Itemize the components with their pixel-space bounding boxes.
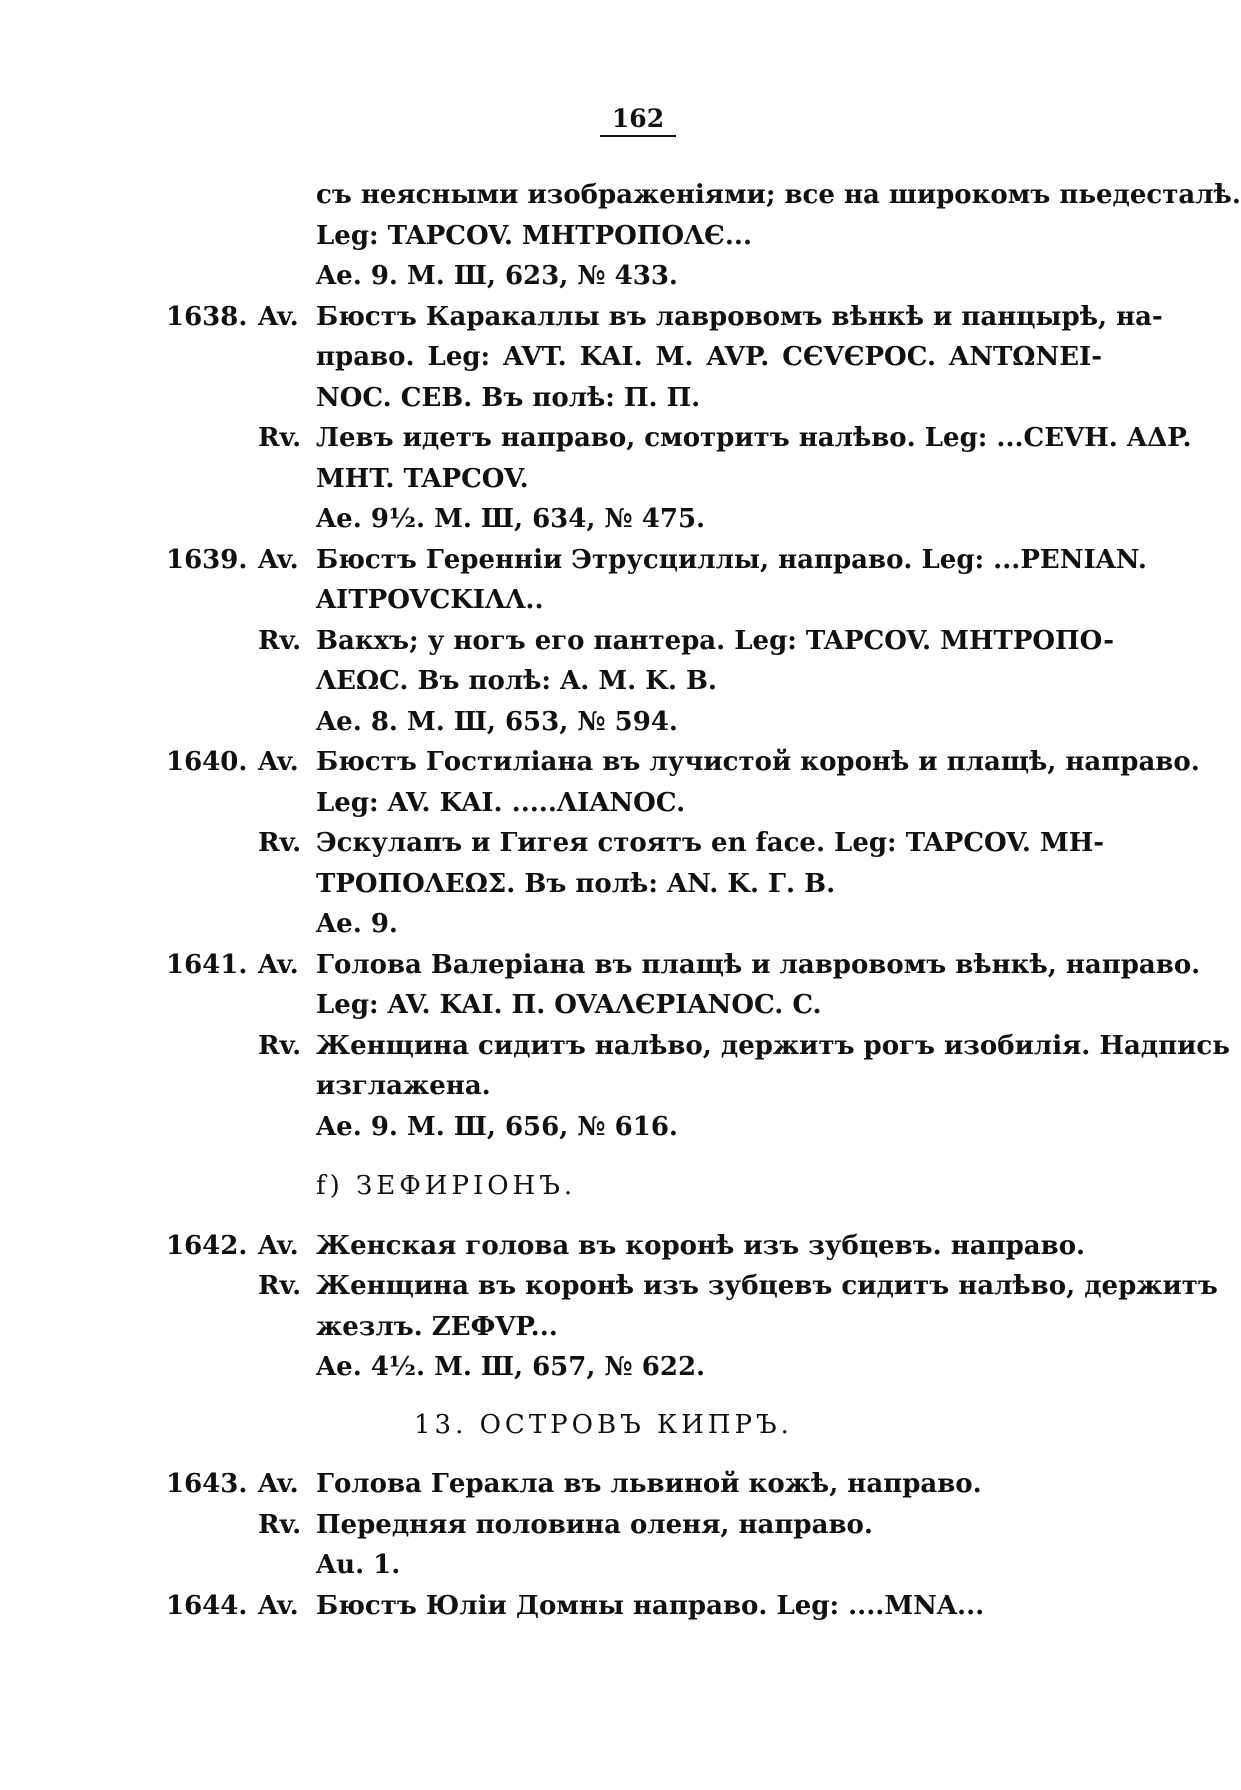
line-text: AITPOVCKIΛΛ.. (316, 585, 544, 615)
coin-side-label: Av. (258, 545, 299, 575)
line-text: жезлъ. ZEФVP... (316, 1312, 558, 1342)
coin-side-label: Av. (258, 747, 299, 777)
text-line (0, 543, 1147, 577)
line-text: Бюстъ Каракаллы въ лавровомъ вѣнкѣ и панцырѣ, на- (316, 302, 1163, 332)
line-text: Ae. 9. (316, 909, 398, 939)
entry-number: 1641. (166, 950, 248, 980)
line-text: Левъ идетъ направо, смотритъ налѣво. Leg: ...CEVH. AΔP. (316, 423, 1192, 453)
text-line (0, 300, 1163, 334)
line-text: Вакхъ; у ногъ его пантера. Leg: TAPCOV. MHTPOПO- (316, 626, 1115, 656)
line-text: Бюстъ Гостиліана въ лучистой коронѣ и плащѣ, направо. (316, 747, 1200, 777)
line-text: изглажена. (316, 1071, 491, 1101)
line-text: Leg: AV. KAI. П. OVAΛЄPIANOC. C. (316, 990, 822, 1020)
coin-side-label: Rv. (258, 1271, 302, 1301)
coin-side-label: Av. (258, 950, 299, 980)
coin-side-label: Av. (258, 1469, 299, 1499)
text-line (0, 1408, 1140, 1442)
text-line (0, 1467, 1140, 1501)
coin-side-label: Rv. (258, 1510, 302, 1540)
line-text: MHT. TAPCOV. (316, 464, 529, 494)
text-line (0, 664, 1140, 698)
line-text: Ae. 4½. M. Ш, 657, № 622. (316, 1352, 706, 1382)
text-line (0, 745, 1200, 779)
text-line (0, 948, 1201, 982)
text-line (0, 178, 1241, 212)
line-text: Leg: AV. KAI. .....ΛIANOC. (316, 788, 686, 818)
entry-number: 1643. (166, 1469, 248, 1499)
text-line (0, 1548, 1140, 1582)
line-text: Бюстъ Геренніи Этрусциллы, направо. Leg: ...PENIAN. (316, 545, 1147, 575)
section-heading: 13. ОСТРОВЪ КИПРЪ. (414, 1410, 793, 1440)
text-line (0, 1110, 1140, 1144)
coin-side-label: Rv. (258, 1031, 302, 1061)
text-line (0, 705, 1140, 739)
text-line (0, 1229, 1140, 1263)
line-text: NOC. CEB. Въ полѣ: П. П. (316, 383, 701, 413)
line-text: Женщина въ коронѣ изъ зубцевъ сидитъ налѣво, держитъ (316, 1271, 1218, 1301)
line-text: Ae. 9½. M. Ш, 634, № 475. (316, 504, 706, 534)
entry-number: 1642. (166, 1231, 248, 1261)
line-text: Бюстъ Юліи Домны направо. Leg: ....MNA... (316, 1591, 985, 1621)
section-heading: f) ЗЕФИРІОНЪ. (316, 1171, 577, 1201)
text-line (0, 381, 1140, 415)
text-line (0, 1508, 1140, 1542)
line-text: Au. 1. (316, 1550, 401, 1580)
coin-side-label: Av. (258, 302, 299, 332)
text-line (0, 988, 1140, 1022)
coin-side-label: Rv. (258, 828, 302, 858)
line-text: Ae. 8. M. Ш, 653, № 594. (316, 707, 678, 737)
line-text: право. Leg: AVT. KAI. M. AVP. CЄVЄPOC. ANTΩNEI- (316, 342, 1102, 372)
text-line (0, 259, 1140, 293)
line-text: съ неясными изображеніями; все на широкомъ пьедесталѣ. (316, 180, 1241, 210)
line-text: Эскулапъ и Гигея стоятъ en face. Leg: TAPCOV. MH- (316, 828, 1105, 858)
text-line (0, 1350, 1140, 1384)
text-line (0, 502, 1140, 536)
text-line (0, 786, 1140, 820)
entry-number: 1640. (166, 747, 248, 777)
coin-side-label: Av. (258, 1591, 299, 1621)
line-text: Женская голова въ коронѣ изъ зубцевъ. направо. (316, 1231, 1086, 1261)
text-line (0, 907, 1140, 941)
text-line (0, 1310, 1140, 1344)
text-line (0, 1169, 1140, 1203)
line-text: Leg: TAPCOV. MHTPOПOΛЄ... (316, 221, 753, 251)
entry-number: 1638. (166, 302, 248, 332)
line-text: Голова Геракла въ львиной кожѣ, направо. (316, 1469, 982, 1499)
coin-side-label: Rv. (258, 626, 302, 656)
text-line (0, 1069, 1140, 1103)
text-line (0, 219, 1140, 253)
line-text: Ae. 9. M. Ш, 656, № 616. (316, 1112, 678, 1142)
text-line (0, 583, 1140, 617)
text-line (0, 826, 1140, 860)
line-text: Передняя половина оленя, направо. (316, 1510, 873, 1540)
text-line (0, 624, 1140, 658)
line-text: Голова Валеріана въ плащѣ и лавровомъ вѣнкѣ, направо. (316, 950, 1201, 980)
line-text: Ae. 9. M. Ш, 623, № 433. (316, 261, 678, 291)
coin-side-label: Rv. (258, 423, 302, 453)
line-text: Женщина сидитъ налѣво, держитъ рогъ изобилія. Надпись (316, 1031, 1230, 1061)
coin-side-label: Av. (258, 1231, 299, 1261)
text-line (0, 1269, 1218, 1303)
entry-number: 1639. (166, 545, 248, 575)
text-line (0, 421, 1192, 455)
line-text: ΛEΩC. Въ полѣ: A. M. K. B. (316, 666, 717, 696)
text-line (0, 867, 1140, 901)
entry-number: 1644. (166, 1591, 248, 1621)
line-text: TPOПOΛEΩΣ. Въ полѣ: AN. K. Г. B. (316, 869, 836, 899)
page-number: 162 (600, 104, 676, 137)
text-line (0, 1029, 1230, 1063)
text-line (0, 462, 1140, 496)
text-line (0, 340, 1140, 374)
text-line (0, 1589, 1140, 1623)
